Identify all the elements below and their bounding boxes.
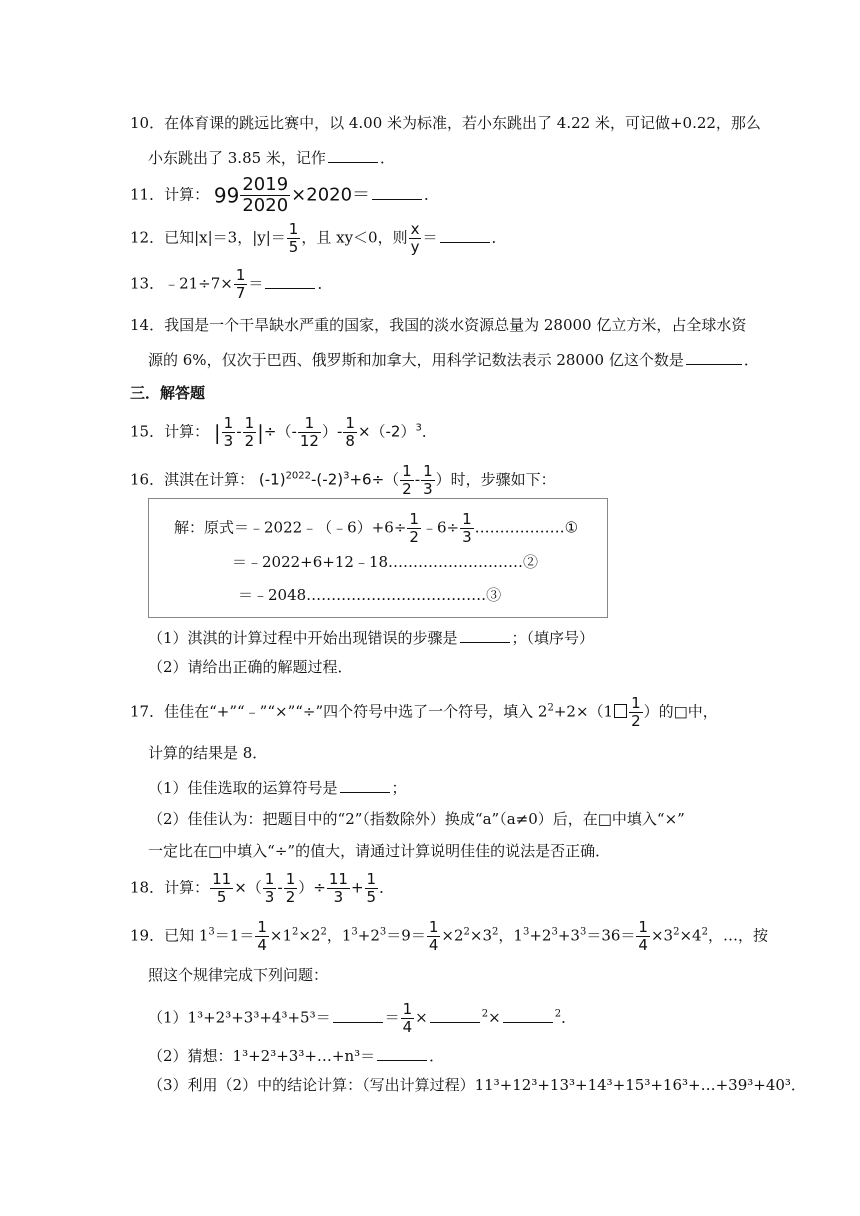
- question-17-sub2b: 一定比在□中填入“÷”的值大，请通过计算说明佳佳的说法是否正确．: [148, 842, 611, 860]
- fraction: $\frac{1}{8}$: [345, 414, 355, 450]
- question-number: 10．: [130, 114, 165, 132]
- question-16: 16．淇淇在计算： $(-1)^{2022}-(-2)^3+6\div$（ $\frac{1}{2}$ - $\frac{1}{3}$ ）时，步骤如下：: [130, 462, 556, 498]
- question-17-line2: 计算的结果是 8．: [148, 744, 268, 762]
- answer-blank[interactable]: [460, 628, 510, 643]
- question-18: 18．计算： $\frac{11}{5}$ ×（ $\frac{1}{3}$ - $\frac{1}{2}$ ）÷ $\frac{11}{3}$ + $\frac{1}{5}$ ．: [130, 870, 395, 906]
- question-16-sub2: （2）请给出正确的解题过程．: [148, 658, 353, 676]
- mixed-number-whole: 99: [213, 183, 240, 208]
- answer-blank[interactable]: [328, 148, 378, 163]
- fraction: $\frac{1}{2}$: [631, 694, 641, 730]
- question-10-line2: 小东跳出了 3.85 米，记作 ．: [148, 149, 395, 167]
- fraction: $\frac{1}{2}$: [244, 414, 255, 450]
- fraction: $\frac{1}{2}$: [402, 462, 412, 498]
- question-text: 在体育课的跳远比赛中，以 4.00 米为标准，若小东跳出了 4.22 米，可记做+0.22，那么: [164, 114, 761, 132]
- solution-step-3: ＝﹣2048………………………………③: [238, 586, 502, 604]
- fraction: $\frac{1}{2}$: [409, 510, 419, 546]
- fraction: $\frac{11}{5}$: [212, 870, 232, 906]
- question-19-line1: 19．已知 $1^3=1=$ $\frac{1}{4}$ $\times 1^2\times 2^2$，$1^3+2^3=9=$ $\frac{1}{4}$ $\times 2^2\times 3^2$，$1^3+2^3+3^3=36=$ $\frac{1}{4}$ $\times 3^2\times 4^2$，…，按: [130, 918, 768, 954]
- fraction: $\frac{1}{2}$: [285, 870, 296, 906]
- fraction: $\frac{11}{3}$: [328, 870, 348, 906]
- answer-blank[interactable]: [333, 1008, 383, 1023]
- question-14-line2: 源的 6%，仅次于巴西、俄罗斯和加拿大，用科学记数法表示 28000 亿这个数是 ．: [148, 351, 759, 369]
- section-title: 三．解答题: [130, 384, 206, 402]
- question-19-sub3: （3）利用（2）中的结论计算：（写出计算过程）11³+12³+13³+14³+15³+16³+…+39³+40³．: [148, 1076, 806, 1094]
- fraction: $\frac{1}{3}$: [462, 510, 472, 546]
- question-16-sub1: （1）淇淇的计算过程中开始出现错误的步骤是 ；（填序号）: [148, 629, 595, 647]
- fraction: $\frac{1}{3}$: [264, 870, 275, 906]
- question-text: 小东跳出了 3.85 米，记作: [148, 149, 326, 167]
- fraction: $\frac{1}{12}$: [299, 414, 319, 450]
- question-19-line2: 照这个规律完成下列问题：: [148, 966, 329, 984]
- question-17-line1: 17．佳佳在“+”“﹣”“×”“÷”四个符号中选了一个符号，填入 $2^2+2\times(1$ $\frac{1}{2}$ ）的□中，: [130, 694, 718, 730]
- question-13: 13．﹣21÷7× $\frac{1}{7}$ ＝ ．: [130, 266, 333, 302]
- answer-blank[interactable]: [377, 1046, 427, 1061]
- question-12: 12．已知|x|＝3，|y|＝ $\frac{1}{5}$ ，且 xy＜0，则 $\frac{x}{y}$ ＝ ．: [130, 220, 507, 256]
- blank-square: [614, 704, 627, 718]
- question-11: 11．计算： 99 $\frac{2019}{2020}$ ×2020＝ ．: [130, 174, 440, 216]
- answer-blank[interactable]: [686, 350, 742, 365]
- solution-step-1: 解：原式＝﹣2022﹣（﹣6）+6÷ $\frac{1}{2}$ ﹣6÷ $\frac{1}{3}$ ………………①: [174, 510, 579, 546]
- question-17-sub1: （1）佳佳选取的运算符号是 ；: [148, 779, 407, 797]
- solution-step-2: ＝﹣2022+6+12﹣18………………………②: [232, 553, 539, 571]
- fraction: $\frac{1}{3}$: [223, 414, 234, 450]
- fraction: $\frac{1}{7}$: [235, 266, 246, 302]
- answer-blank[interactable]: [440, 228, 490, 243]
- answer-blank[interactable]: [430, 1008, 480, 1023]
- question-19-sub1: （1）1³+2³+3³+4³+5³＝ ＝ $\frac{1}{4}$ × $^2$× $^2$．: [148, 1000, 577, 1036]
- answer-blank[interactable]: [340, 778, 390, 793]
- question-14-line1: 14．我国是一个干旱缺水严重的国家，我国的淡水资源总量为 28000 亿立方米，占全球水资: [130, 316, 747, 334]
- question-10-line1: [130, 116, 761, 131]
- fraction: $\frac{1}{3}$: [423, 462, 433, 498]
- answer-blank[interactable]: [265, 274, 315, 289]
- answer-blank[interactable]: [372, 185, 422, 200]
- fraction: $\frac{2019}{2020}$: [242, 174, 289, 216]
- question-19-sub2: （2）猜想：1³+2³+3³+…+n³＝ ．: [148, 1047, 445, 1065]
- answer-blank[interactable]: [503, 1008, 553, 1023]
- fraction: $\frac{x}{y}$: [410, 220, 420, 256]
- question-17-sub2a: （2）佳佳认为：把题目中的“2”（指数除外）换成“a”（a≠0）后，在□中填入“×”: [148, 810, 685, 828]
- fraction: $\frac{1}{5}$: [288, 220, 299, 256]
- fraction: $\frac{1}{5}$: [366, 870, 377, 906]
- question-15: 15．计算： | $\frac{1}{3}$ - $\frac{1}{2}$ |÷（- $\frac{1}{12}$ ）- $\frac{1}{8}$ $\times(-2)^3$．: [130, 414, 437, 450]
